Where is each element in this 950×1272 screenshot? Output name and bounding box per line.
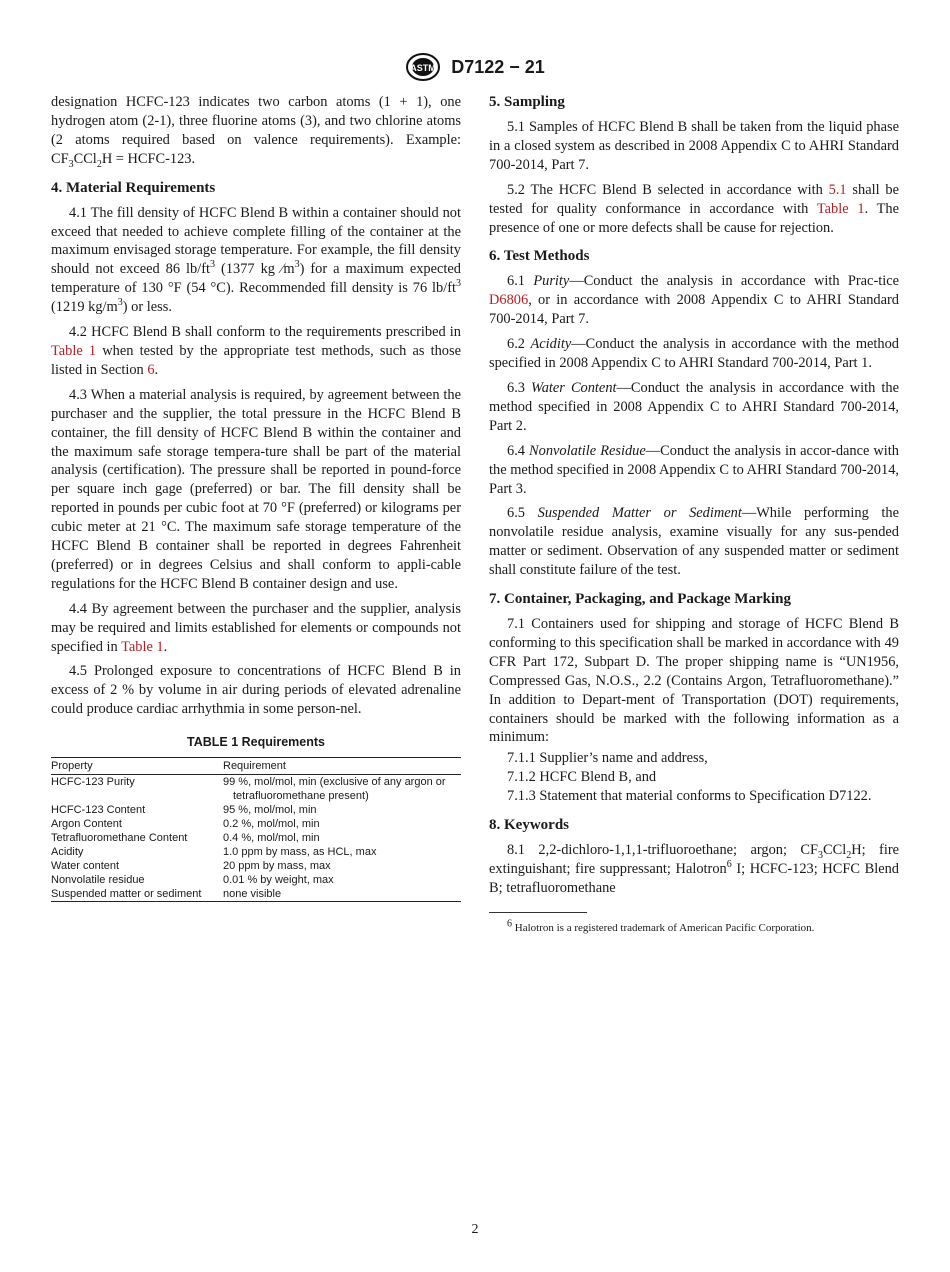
svg-text:ASTM: ASTM <box>410 63 436 73</box>
para-8-1: 8.1 2,2-dichloro-1,1,1-trifluoroethane; argon; $CF_3CCl_2H$; fire extinguishant; fire suppressant; Halotron$^6$ I; HCFC-123; HCFC Blend B; tetrafluoromethane <box>489 842 899 896</box>
cell-requirement: none visible <box>223 887 461 902</box>
link-section-6[interactable]: 6 <box>147 361 155 378</box>
column-header: Property <box>51 758 223 775</box>
para-6-4: 6.4 Nonvolatile Residue—Conduct the analysis in accor-dance with the method specified in 2008 Appendix C to AHRI Standard 700-2014, Part 3. <box>489 442 899 497</box>
section-8-heading: 8. Keywords <box>489 817 569 834</box>
page-number: 2 <box>471 1222 479 1237</box>
page-header <box>0 52 950 82</box>
cell-property: Water content <box>51 860 120 873</box>
cell-property: HCFC-123 Purity <box>51 776 135 789</box>
column-header: Requirement <box>223 758 461 775</box>
section-7-heading: 7. Container, Packaging, and Package Marking <box>489 591 791 608</box>
table-row <box>51 845 461 859</box>
left-column <box>51 93 461 902</box>
cell-property: Argon Content <box>51 818 122 831</box>
table-row <box>51 803 461 817</box>
right-column <box>489 93 899 941</box>
para-4-3: 4.3 When a material analysis is required, by agreement between the purchaser and the supplier, the total pressure in the HCFC Blend B container, the fill density of HCFC Blend B within the container and the maximum safe storage tempera-ture shall be part of the material analysis (certification). The pressure shall be reported in pound-force per square inch gage (preferred) or bar. The fill density shall be reported in pounds per cubic foot at 70 °F (preferred) or kilograms per cubic meter at 21 °C. The maximum safe storage temperature of the HCFC Blend B container shall be reported in degrees Fahrenheit (preferred) or in degrees Celsius and shall conform to appli-cable regulations for the HCFC Blend B container design and use. <box>51 386 461 592</box>
para-6-3: 6.3 Water Content—Conduct the analysis in accordance with the method specified in 2008 Appendix C to AHRI Standard 700-2014, Part 2. <box>489 379 899 434</box>
footnote-divider <box>489 912 587 913</box>
para-4-4: 4.4 By agreement between the purchaser and the supplier, analysis may be required and limits established for elements or compounds not specified in Table 1. <box>51 600 461 655</box>
cell-property: Tetrafluoromethane Content <box>51 832 188 845</box>
link-5-1[interactable]: 5.1 <box>828 181 847 198</box>
table-row <box>51 887 461 902</box>
table-row <box>51 859 461 873</box>
astm-logo <box>405 52 441 82</box>
cell-requirement: 95 %, mol/mol, min <box>223 804 317 817</box>
cell-requirement: 0.2 %, mol/mol, min <box>223 818 320 831</box>
section-4-heading: 4. Material Requirements <box>51 179 216 196</box>
cell-property: Nonvolatile residue <box>51 874 145 887</box>
cell-requirement: 99 %, mol/mol, min (exclusive of any argon or tetrafluoromethane present) <box>223 776 446 803</box>
cell-property: Suspended matter or sediment <box>51 887 223 902</box>
cell-requirement: 0.01 % by weight, max <box>223 874 334 887</box>
list-item: 7.1.1 Supplier’s name and address, <box>507 750 708 767</box>
intro-paragraph: designation HCFC-123 indicates two carbon atoms (1 + 1), one hydrogen atom (2-1), three fluorine atoms (3), and two chlorine atoms (2 atoms required based on valence requirements). Example: $CF_3CCl_2H$ = HCFC-123. <box>51 94 461 170</box>
para-5-2: 5.2 The HCFC Blend B selected in accordance with 5.1 shall be tested for quality conformance in accordance with Table 1. The presence of one or more defects shall be cause for rejection. <box>489 181 900 236</box>
table-header-row <box>51 758 461 775</box>
cell-property: Acidity <box>51 846 84 859</box>
para-6-1: 6.1 Purity—Conduct the analysis in accordance with Prac-tice D6806, or in accordance with 2008 Appendix C to AHRI Standard 700-2014, Part 7. <box>489 273 900 328</box>
table-row <box>51 817 461 831</box>
para-6-5: 6.5 Suspended Matter or Sediment—While performing the nonvolatile residue analysis, examine visually for any sus-pended matter or sediment. Observation of any suspended matter or sediment shall constitute failure of the test. <box>489 505 899 579</box>
link-table-1[interactable]: Table 1 <box>816 200 865 217</box>
designation: D7122 − 21 <box>451 56 545 77</box>
cell-requirement: 1.0 ppm by mass, as HCL, max <box>223 846 377 859</box>
link-table-1[interactable]: Table 1 <box>51 342 97 359</box>
para-6-2: 6.2 Acidity—Conduct the analysis in accordance with the method specified in 2008 Appendix C to AHRI Standard 700-2014, Part 1. <box>489 336 899 372</box>
para-7-1: 7.1 Containers used for shipping and storage of HCFC Blend B conforming to this specification shall be marked in accordance with 49 CFR Part 172, Subpart D. The proper shipping name is “UN1956, Compressed Gas, N.O.S., 2.2 (Contains Argon, Tetrafluoromethane).” In addition to Depart-ment of Transportation (DOT) requirements, containers should be marked with the following information as a minimum: <box>489 616 899 746</box>
footnote: $^6$ Halotron is a registered trademark of American Pacific Corporation. <box>507 918 815 934</box>
link-table-1[interactable]: Table 1 <box>121 638 164 655</box>
cell-requirement: 0.4 %, mol/mol, min <box>223 832 320 845</box>
para-7-1-3: 7.1.3 Statement that material conforms to Specification D7122. <box>507 788 872 805</box>
para-4-2: 4.2 HCFC Blend B shall conform to the requirements prescribed in Table 1 when tested by the appropriate test methods, such as those listed in Section 6. <box>51 324 461 378</box>
section-5-heading: 5. Sampling <box>489 94 565 110</box>
table-title: TABLE 1 Requirements <box>187 735 325 750</box>
para-4-1: 4.1 The fill density of HCFC Blend B within a container should not exceed that needed to achieve complete filling of the container at the maximum envisaged storage temperature. For example, the fill density should not exceed 86 $lb/ft^3$ (1377 kg $⁄m^3$) for a maximum expected temperature of 130 °F (54 °C). Recommended fill density is 76 $lb/ft^3$ (1219 $kg/m^3$) or less. <box>51 204 461 316</box>
link-d6806[interactable]: D6806 <box>489 292 529 309</box>
para-4-5: 4.5 Prolonged exposure to concentrations of HCFC Blend B in excess of 2 % by volume in air during periods of elevated adrenaline could produce cardiac arrhythmia in some person-nel. <box>51 663 461 718</box>
list-item: 7.1.2 HCFC Blend B, and <box>507 769 657 786</box>
section-6-heading: 6. Test Methods <box>489 248 590 265</box>
cell-requirement: 20 ppm by mass, max <box>223 860 331 873</box>
requirements-table <box>51 757 461 902</box>
table-row <box>51 775 461 804</box>
cell-property: HCFC-123 Content <box>51 804 146 817</box>
table-row <box>51 831 461 845</box>
requirements-table-block <box>51 733 461 902</box>
para-5-1: 5.1 Samples of HCFC Blend B shall be taken from the liquid phase in a closed system as described in 2008 Appendix C to AHRI Standard 700-2014, Part 7. <box>489 119 899 173</box>
table-row <box>51 873 461 887</box>
